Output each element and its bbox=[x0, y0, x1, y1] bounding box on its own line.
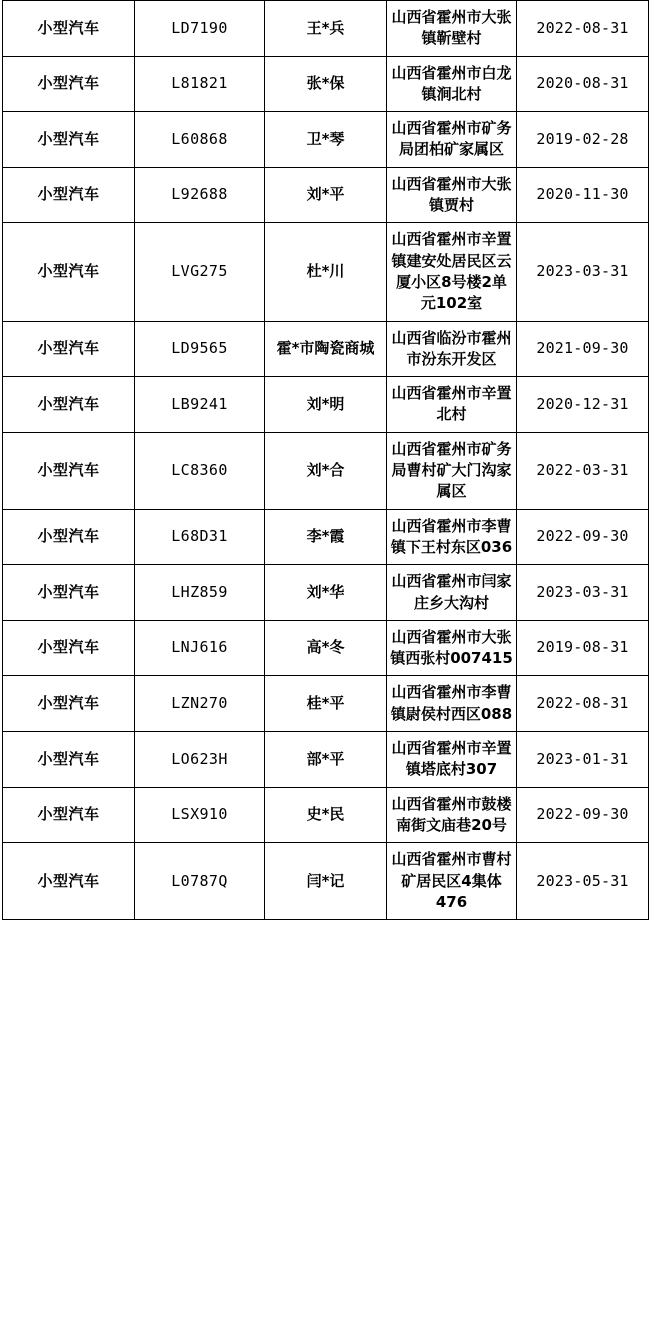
cell-address: 山西省临汾市霍州市汾东开发区 bbox=[387, 321, 517, 377]
cell-vehicle-type: 小型汽车 bbox=[3, 732, 135, 788]
cell-plate-number: LHZ859 bbox=[135, 565, 265, 621]
cell-date: 2022-08-31 bbox=[517, 676, 649, 732]
cell-date: 2019-08-31 bbox=[517, 620, 649, 676]
cell-date: 2020-11-30 bbox=[517, 167, 649, 223]
cell-owner-name: 李*霞 bbox=[265, 509, 387, 565]
cell-vehicle-type: 小型汽车 bbox=[3, 620, 135, 676]
cell-owner-name: 刘*华 bbox=[265, 565, 387, 621]
table-row bbox=[3, 620, 649, 676]
cell-address: 山西省霍州市李曹镇下王村东区036 bbox=[387, 509, 517, 565]
cell-vehicle-type: 小型汽车 bbox=[3, 223, 135, 321]
cell-address: 山西省霍州市矿务局团柏矿家属区 bbox=[387, 112, 517, 168]
table-row bbox=[3, 732, 649, 788]
table-row bbox=[3, 321, 649, 377]
table-row bbox=[3, 565, 649, 621]
cell-plate-number: LC8360 bbox=[135, 432, 265, 509]
vehicle-registry-table bbox=[2, 0, 649, 920]
cell-plate-number: LSX910 bbox=[135, 787, 265, 843]
cell-date: 2023-05-31 bbox=[517, 843, 649, 920]
table-row bbox=[3, 56, 649, 112]
table-row bbox=[3, 223, 649, 321]
cell-plate-number: LNJ616 bbox=[135, 620, 265, 676]
cell-date: 2020-12-31 bbox=[517, 377, 649, 433]
table-row bbox=[3, 167, 649, 223]
cell-owner-name: 部*平 bbox=[265, 732, 387, 788]
cell-plate-number: L92688 bbox=[135, 167, 265, 223]
cell-date: 2022-09-30 bbox=[517, 787, 649, 843]
cell-address: 山西省霍州市辛置镇建安处居民区云厦小区8号楼2单元102室 bbox=[387, 223, 517, 321]
table-row bbox=[3, 787, 649, 843]
cell-owner-name: 刘*合 bbox=[265, 432, 387, 509]
cell-address: 山西省霍州市闫家庄乡大沟村 bbox=[387, 565, 517, 621]
cell-owner-name: 桂*平 bbox=[265, 676, 387, 732]
cell-plate-number: L0787Q bbox=[135, 843, 265, 920]
cell-owner-name: 杜*川 bbox=[265, 223, 387, 321]
cell-vehicle-type: 小型汽车 bbox=[3, 432, 135, 509]
cell-plate-number: L60868 bbox=[135, 112, 265, 168]
cell-address: 山西省霍州市大张镇西张村007415 bbox=[387, 620, 517, 676]
cell-vehicle-type: 小型汽车 bbox=[3, 565, 135, 621]
cell-owner-name: 史*民 bbox=[265, 787, 387, 843]
cell-date: 2019-02-28 bbox=[517, 112, 649, 168]
cell-vehicle-type: 小型汽车 bbox=[3, 509, 135, 565]
table-body bbox=[3, 1, 649, 920]
cell-address: 山西省霍州市曹村矿居民区4集体476 bbox=[387, 843, 517, 920]
cell-vehicle-type: 小型汽车 bbox=[3, 676, 135, 732]
cell-address: 山西省霍州市李曹镇尉侯村西区088 bbox=[387, 676, 517, 732]
cell-owner-name: 刘*明 bbox=[265, 377, 387, 433]
cell-vehicle-type: 小型汽车 bbox=[3, 167, 135, 223]
cell-owner-name: 刘*平 bbox=[265, 167, 387, 223]
cell-plate-number: LB9241 bbox=[135, 377, 265, 433]
cell-date: 2023-01-31 bbox=[517, 732, 649, 788]
cell-owner-name: 闫*记 bbox=[265, 843, 387, 920]
cell-vehicle-type: 小型汽车 bbox=[3, 843, 135, 920]
cell-address: 山西省霍州市大张镇贾村 bbox=[387, 167, 517, 223]
cell-address: 山西省霍州市辛置镇塔底村307 bbox=[387, 732, 517, 788]
cell-vehicle-type: 小型汽车 bbox=[3, 56, 135, 112]
cell-owner-name: 卫*琴 bbox=[265, 112, 387, 168]
table-row bbox=[3, 509, 649, 565]
cell-date: 2022-03-31 bbox=[517, 432, 649, 509]
cell-address: 山西省霍州市矿务局曹村矿大门沟家属区 bbox=[387, 432, 517, 509]
cell-vehicle-type: 小型汽车 bbox=[3, 377, 135, 433]
cell-date: 2021-09-30 bbox=[517, 321, 649, 377]
cell-date: 2023-03-31 bbox=[517, 223, 649, 321]
cell-date: 2022-08-31 bbox=[517, 1, 649, 57]
cell-plate-number: LZN270 bbox=[135, 676, 265, 732]
cell-address: 山西省霍州市辛置北村 bbox=[387, 377, 517, 433]
cell-address: 山西省霍州市大张镇靳壁村 bbox=[387, 1, 517, 57]
cell-address: 山西省霍州市鼓楼南街文庙巷20号 bbox=[387, 787, 517, 843]
table-row bbox=[3, 843, 649, 920]
table-row bbox=[3, 1, 649, 57]
cell-owner-name: 霍*市陶瓷商城 bbox=[265, 321, 387, 377]
table-row bbox=[3, 112, 649, 168]
cell-address: 山西省霍州市白龙镇涧北村 bbox=[387, 56, 517, 112]
cell-date: 2023-03-31 bbox=[517, 565, 649, 621]
table-row bbox=[3, 377, 649, 433]
cell-vehicle-type: 小型汽车 bbox=[3, 787, 135, 843]
cell-owner-name: 张*保 bbox=[265, 56, 387, 112]
table-row bbox=[3, 432, 649, 509]
table-row bbox=[3, 676, 649, 732]
cell-plate-number: L81821 bbox=[135, 56, 265, 112]
cell-vehicle-type: 小型汽车 bbox=[3, 1, 135, 57]
cell-plate-number: L68D31 bbox=[135, 509, 265, 565]
cell-owner-name: 王*兵 bbox=[265, 1, 387, 57]
cell-date: 2022-09-30 bbox=[517, 509, 649, 565]
cell-plate-number: LVG275 bbox=[135, 223, 265, 321]
cell-vehicle-type: 小型汽车 bbox=[3, 321, 135, 377]
cell-plate-number: LD9565 bbox=[135, 321, 265, 377]
cell-plate-number: LD7190 bbox=[135, 1, 265, 57]
cell-vehicle-type: 小型汽车 bbox=[3, 112, 135, 168]
cell-owner-name: 高*冬 bbox=[265, 620, 387, 676]
cell-plate-number: LO623H bbox=[135, 732, 265, 788]
cell-date: 2020-08-31 bbox=[517, 56, 649, 112]
